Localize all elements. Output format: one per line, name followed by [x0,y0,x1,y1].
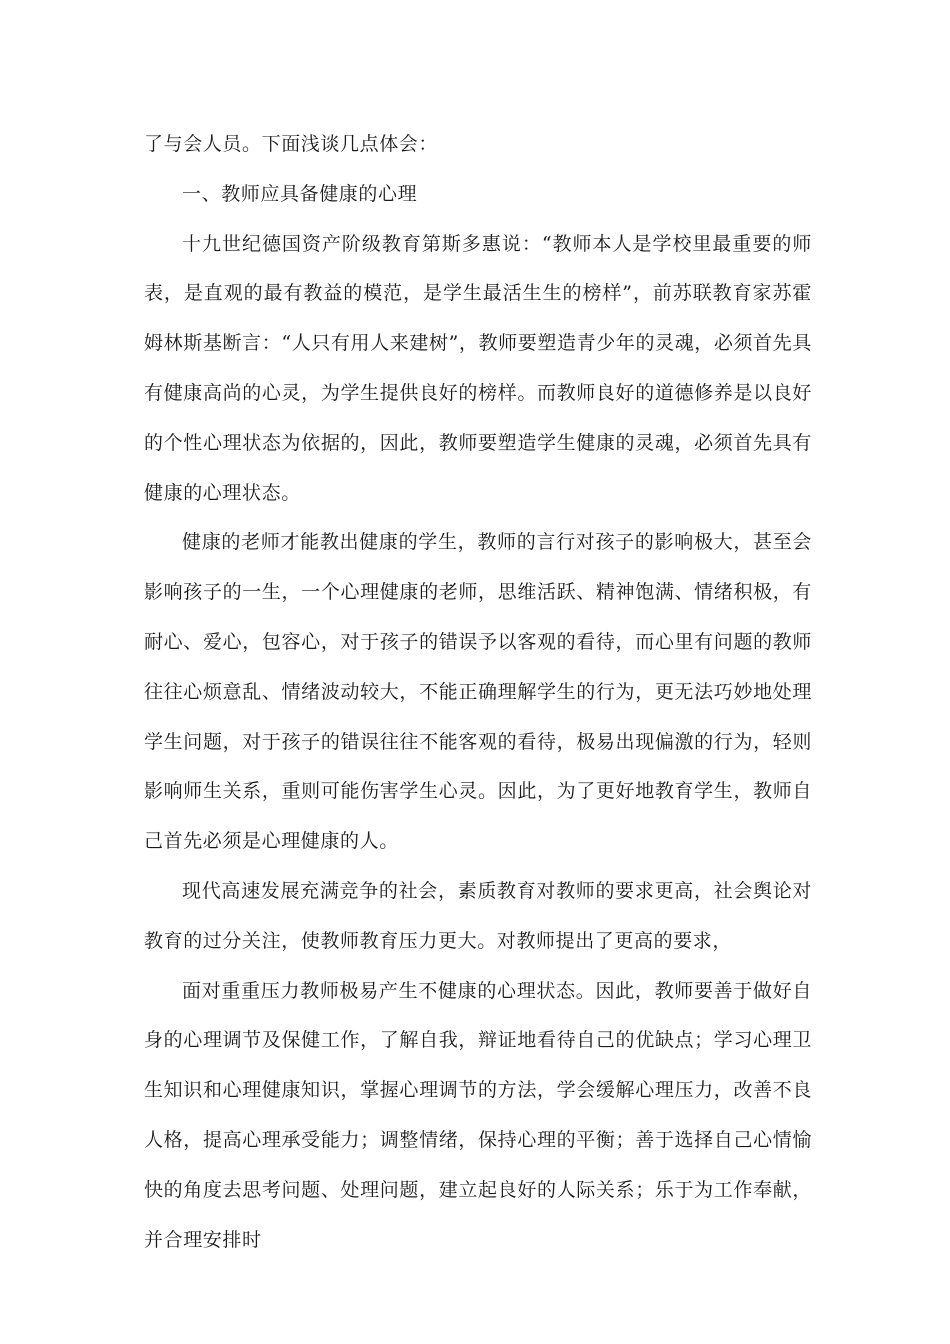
paragraph-intro-continuation: 了与会人员。下面浅谈几点体会： [144,133,439,155]
section-heading-healthy-psychology: 一、教师应具备健康的心理 [182,182,418,205]
document-body [144,120,812,1265]
paragraph-facing-pressure: 面对重重压力教师极易产生不健康的心理状态。因此，教师要善于做好自身的心理调节及保健工作，了解自我，辩证地看待自己的优缺点；学习心理卫生知识和心理健康知识，掌握心理调节的方法，学会缓解心理压力，改善不良人格，提高心理承受能力；调整情绪，保持心理的平衡；善于选择自己心情愉快的角度去思考问题、处理问题，建立起良好的人际关系；乐于为工作奉献，并合理安排时 [144,979,812,1251]
paragraph-modern-society: 现代高速发展充满竞争的社会，素质教育对教师的要求更高，社会舆论对教育的过分关注，使教师教育压力更大。对教师提出了更高的要求， [144,879,812,952]
paragraph-healthy-teacher: 健康的老师才能教出健康的学生，教师的言行对孩子的影响极大，甚至会影响孩子的一生，一个心理健康的老师，思维活跃、精神饱满、情绪积极，有耐心、爱心，包容心，对于孩子的错误予以客观的看待，而心里有问题的教师往往心烦意乱、情绪波动较大，不能正确理解学生的行为，更无法巧妙地处理学生问题，对于孩子的错误往往不能客观的看待，极易出现偏激的行为，轻则影响师生关系，重则可能伤害学生心灵。因此，为了更好地教育学生，教师自己首先必须是心理健康的人。 [144,531,812,853]
paragraph-diesterweg-quote: 十九世纪德国资产阶级教育第斯多惠说：“教师本人是学校里最重要的师表，是直观的最有教益的模范，是学生最活生生的榜样”，前苏联教育家苏霍姆林斯基断言：“人只有用人来建树”，教师要塑造青少年的灵魂，必须首先具有健康高尚的心灵，为学生提供良好的榜样。而教师良好的道德修养是以良好的个性心理状态为依据的，因此，教师要塑造学生健康的灵魂，必须首先具有健康的心理状态。 [144,232,812,504]
